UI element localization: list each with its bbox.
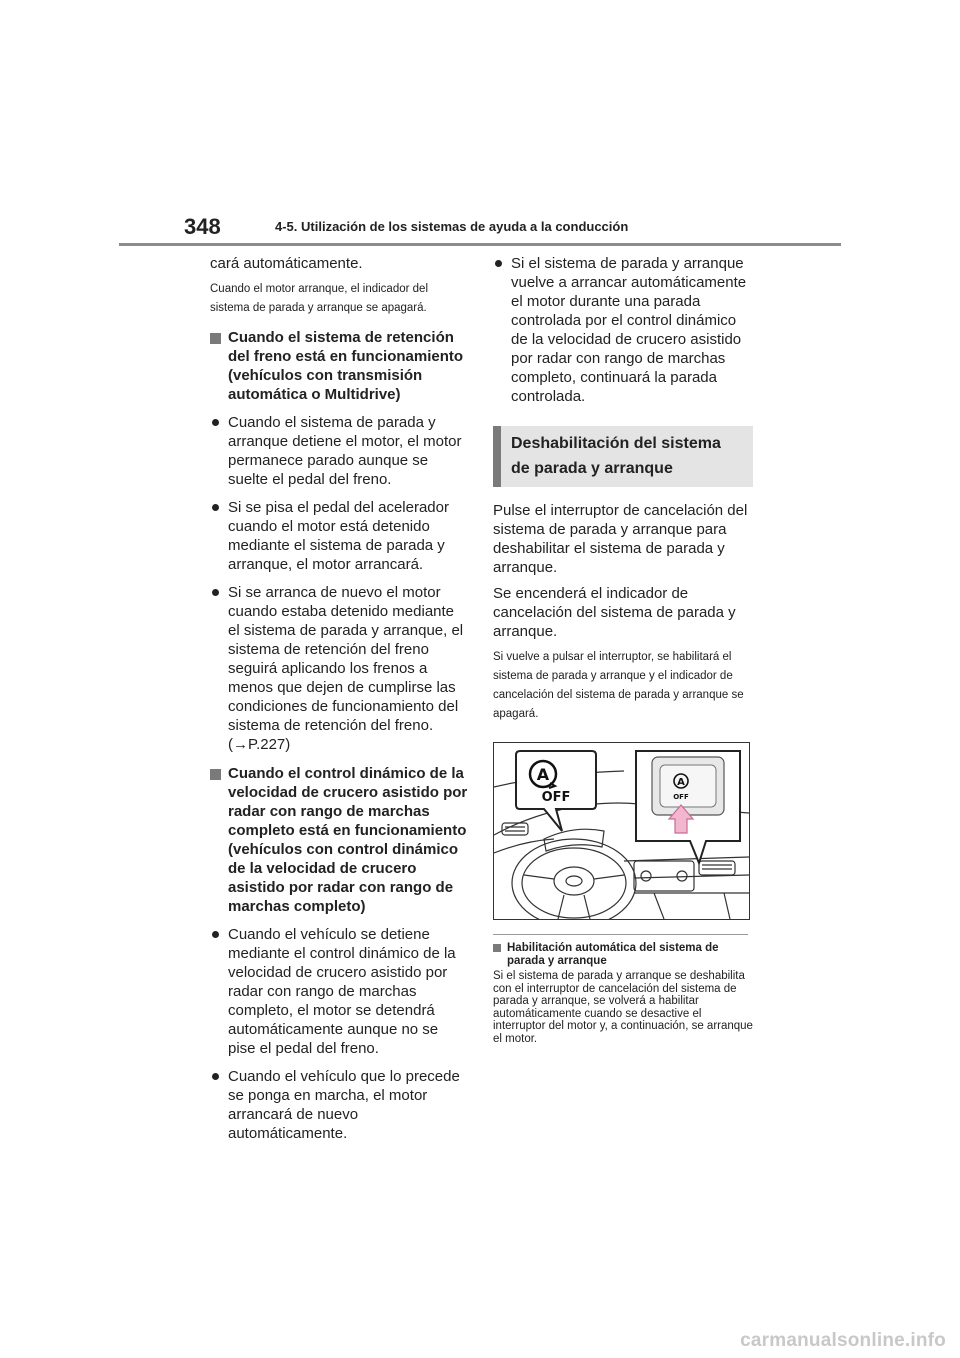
- bullet-dot-icon: [212, 931, 219, 938]
- bullet-dot-icon: [212, 419, 219, 426]
- bullet-dot-icon: [495, 260, 502, 267]
- note-paragraph: Si vuelve a pulsar el interruptor, se habilitará el sistema de parada y arranque y el indicador de cancelación del sistema de parada y arranque se apagará.: [493, 651, 744, 720]
- subheading-auto-enable: [493, 942, 753, 967]
- dashboard-illustration: [493, 742, 750, 920]
- paragraph: Pulse el interruptor de cancelación del sistema de parada y arranque para deshabilitar el sistema de parada y arranque.: [493, 502, 748, 576]
- bullet-item: [210, 1067, 468, 1143]
- bullet-item: [210, 583, 468, 754]
- subheading-text: Cuando el sistema de retención del freno está en funcionamiento (vehículos con transmisión automática o Multidrive): [228, 329, 464, 403]
- paragraph: Se encenderá el indicador de cancelación del sistema de parada y arranque.: [493, 585, 736, 640]
- bullet-text: Cuando el vehículo que lo precede se ponga en marcha, el motor arrancará de nuevo automáticamente.: [228, 1068, 460, 1142]
- bullet-dot-icon: [212, 504, 219, 511]
- bullet-item: [493, 254, 753, 406]
- section-title: 4-5. Utilización de los sistemas de ayuda a la conducción: [275, 219, 629, 234]
- square-bullet-icon: [210, 769, 221, 780]
- bullet-dot-icon: [212, 589, 219, 596]
- bullet-item: [210, 413, 468, 489]
- callout-right-letter: A: [677, 777, 685, 788]
- bullet-text: Si se pisa el pedal del acelerador cuando el motor está detenido mediante el sistema de parada y arranque, el motor arrancará.: [228, 499, 449, 573]
- callout-left-letter: A: [536, 765, 550, 784]
- page-footer: [0, 1328, 960, 1358]
- subheading-text: Habilitación automática del sistema de parada y arranque: [507, 942, 719, 967]
- square-bullet-icon: [210, 333, 221, 344]
- section-banner: Deshabilitación del sistema de parada y arranque: [493, 426, 753, 487]
- callout-right-off: OFF: [673, 793, 689, 801]
- paragraph: cará automáticamente.: [210, 255, 363, 272]
- page-header: [0, 0, 960, 250]
- page-number: 348: [184, 214, 221, 239]
- watermark-text: carmanualsonline.info: [740, 1330, 946, 1351]
- subheading-radar-cruise: [210, 764, 468, 916]
- bullet-dot-icon: [212, 1073, 219, 1080]
- bullet-item: [210, 925, 468, 1058]
- callout-left-off: OFF: [541, 790, 571, 805]
- left-column: [210, 254, 468, 1143]
- square-bullet-icon: [493, 944, 501, 952]
- right-callout: [636, 751, 740, 863]
- header-rule: [119, 243, 841, 246]
- dashboard-drawing: [494, 743, 749, 919]
- note-paragraph: Si el sistema de parada y arranque se deshabilita con el interruptor de cancelación del sistema de parada y arranque, se volverá a habilitar automáticamente cuando se desactive el interruptor del motor y, a continuación, se arranque el motor.: [493, 970, 753, 1045]
- bullet-item: [210, 498, 468, 574]
- right-column: [493, 254, 753, 1045]
- subheading-brake-hold: [210, 328, 468, 404]
- center-screen: [634, 861, 694, 891]
- subheading-text: Cuando el control dinámico de la velocidad de crucero asistido por radar con rango de marchas completo está en funcionamiento (vehículos con control dinámico de la velocidad de crucero asistido por radar con rango de marchas completo): [228, 765, 468, 915]
- bullet-text: Cuando el sistema de parada y arranque detiene el motor, el motor permanece parado aunque se suelte el pedal del freno.: [228, 414, 462, 488]
- right-vent: [699, 861, 735, 875]
- steering-wheel: [512, 839, 636, 919]
- bullet-text: Si el sistema de parada y arranque vuelve a arrancar automáticamente el motor durante una parada controlada por el control dinámico de la velocidad de crucero asistido por radar con rango de marchas completo, continuará la parada controlada.: [511, 255, 747, 405]
- bullet-text: Si se arranca de nuevo el motor cuando estaba detenido mediante el sistema de parada y arranque, el sistema de retención del freno seguirá aplicando los frenos a menos que dejen de cumplirse las condiciones de funcionamiento del sistema de retención del freno. (→P.227): [228, 584, 464, 753]
- note-paragraph: Cuando el motor arranque, el indicador del sistema de parada y arranque se apagará.: [210, 283, 428, 314]
- figure-rule: [493, 934, 748, 935]
- bullet-text: Cuando el vehículo se detiene mediante el control dinámico de la velocidad de crucero asistido por radar con rango de marchas completo, el motor se detendrá automáticamente aunque no se pise el pedal del freno.: [228, 926, 456, 1057]
